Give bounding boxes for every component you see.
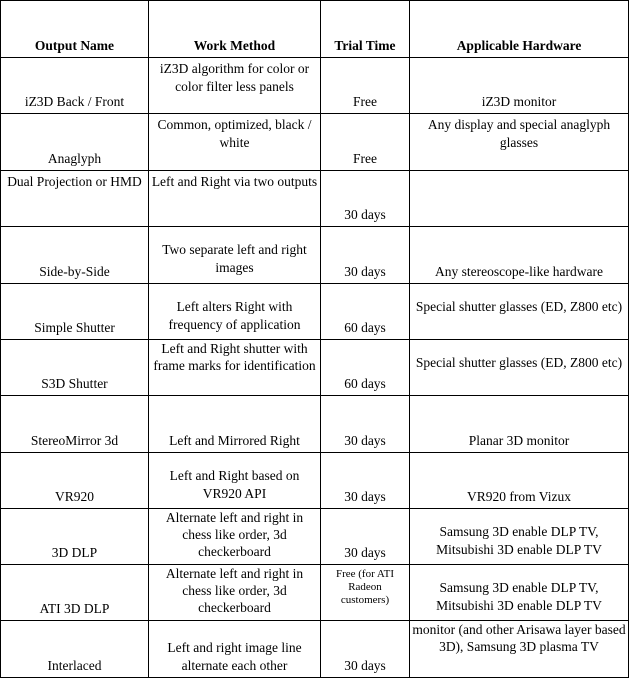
work-method-cell: Alternate left and right in chess like order, 3d checkerboard — [149, 565, 321, 621]
hardware-cell: VR920 from Vizux — [410, 453, 629, 509]
output-name-cell: Simple Shutter — [1, 284, 149, 340]
hardware-cell: Planar 3D monitor — [410, 396, 629, 453]
output-name-cell: Interlaced — [1, 621, 149, 678]
header-applicable-hardware: Applicable Hardware — [410, 1, 629, 58]
hardware-cell: Special shutter glasses (ED, Z800 etc) — [410, 340, 629, 396]
table-row — [1, 621, 629, 678]
table-row — [1, 227, 629, 284]
trial-time-cell: 60 days — [321, 340, 410, 396]
work-method-cell: Left alters Right with frequency of application — [149, 284, 321, 340]
header-work-method: Work Method — [149, 1, 321, 58]
work-method-cell: Left and Right shutter with frame marks for identification — [149, 340, 321, 396]
hardware-cell: Any stereoscope-like hardware — [410, 227, 629, 284]
work-method-cell: iZ3D algorithm for color or color filter less panels — [149, 58, 321, 114]
output-name-cell: Anaglyph — [1, 114, 149, 171]
trial-time-cell: 30 days — [321, 453, 410, 509]
hardware-cell: monitor (and other Arisawa layer based 3D), Samsung 3D plasma TV — [410, 621, 629, 678]
table-row — [1, 58, 629, 114]
hardware-cell — [410, 171, 629, 227]
header-trial-time: Trial Time — [321, 1, 410, 58]
table-row — [1, 284, 629, 340]
hardware-cell: Samsung 3D enable DLP TV, Mitsubishi 3D enable DLP TV — [410, 565, 629, 621]
trial-time-cell: Free — [321, 58, 410, 114]
output-name-cell: Dual Projection or HMD — [1, 171, 149, 227]
trial-time-cell: 30 days — [321, 227, 410, 284]
work-method-cell: Common, optimized, black / white — [149, 114, 321, 171]
output-name-cell: iZ3D Back / Front — [1, 58, 149, 114]
work-method-cell: Left and Right via two outputs — [149, 171, 321, 227]
output-name-cell: ATI 3D DLP — [1, 565, 149, 621]
hardware-cell: iZ3D monitor — [410, 58, 629, 114]
table-row — [1, 396, 629, 453]
output-name-cell: 3D DLP — [1, 509, 149, 565]
hardware-cell: Special shutter glasses (ED, Z800 etc) — [410, 284, 629, 340]
trial-time-cell: 30 days — [321, 171, 410, 227]
table-row — [1, 565, 629, 621]
output-name-cell: Side-by-Side — [1, 227, 149, 284]
work-method-cell: Left and Right based on VR920 API — [149, 453, 321, 509]
table-row — [1, 171, 629, 227]
output-name-cell: S3D Shutter — [1, 340, 149, 396]
work-method-cell: Left and right image line alternate each other — [149, 621, 321, 678]
trial-time-cell: 30 days — [321, 621, 410, 678]
table-row — [1, 340, 629, 396]
output-name-cell: StereoMirror 3d — [1, 396, 149, 453]
header-output-name: Output Name — [1, 1, 149, 58]
work-method-cell: Left and Mirrored Right — [149, 396, 321, 453]
table-header-row — [1, 1, 629, 58]
work-method-cell: Two separate left and right images — [149, 227, 321, 284]
table-row — [1, 509, 629, 565]
hardware-cell: Any display and special anaglyph glasses — [410, 114, 629, 171]
hardware-cell: Samsung 3D enable DLP TV, Mitsubishi 3D enable DLP TV — [410, 509, 629, 565]
trial-time-cell: 30 days — [321, 509, 410, 565]
table-row — [1, 453, 629, 509]
trial-time-cell: Free — [321, 114, 410, 171]
output-name-cell: VR920 — [1, 453, 149, 509]
table-row — [1, 114, 629, 171]
trial-time-cell: Free (for ATI Radeon customers) — [321, 565, 410, 621]
trial-time-cell: 30 days — [321, 396, 410, 453]
work-method-cell: Alternate left and right in chess like order, 3d checkerboard — [149, 509, 321, 565]
trial-time-cell: 60 days — [321, 284, 410, 340]
